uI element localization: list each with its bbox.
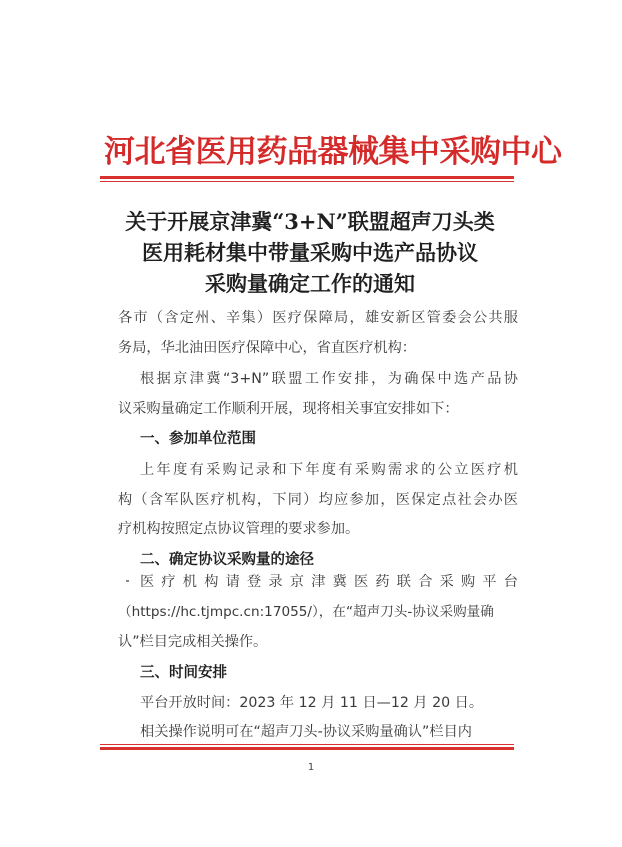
footer-rule-thick: [100, 747, 514, 750]
section2-line-3: 认”栏目完成相关操作。: [118, 634, 268, 650]
section3-heading: 三、时间安排: [140, 665, 227, 681]
section2-line-2: （https://hc.tjmpc.cn:17055/），在“超声刀头-协议采购量确: [118, 604, 494, 620]
masthead-org-name: 河北省医用药品器械集中采购中心: [104, 134, 562, 170]
masthead-rule-thick: [100, 176, 514, 179]
page-number: 1: [307, 762, 315, 773]
section1-line-1: 上年度有采购记录和下年度有采购需求的公立医疗机: [140, 462, 518, 478]
section1-line-3: 疗机构按照定点协议管理的要求参加。: [118, 521, 360, 537]
title-line-1: 关于开展京津冀“3+N”联盟超声刀头类: [125, 209, 495, 234]
title-line-3: 采购量确定工作的通知: [205, 271, 415, 296]
addressee-line-2: 务局，华北油田医疗保障中心，省直医疗机构：: [118, 340, 416, 356]
section2-heading: 二、确定协议采购量的途径: [140, 552, 314, 568]
addressee-line-1: 各市（含定州、辛集）医疗保障局，雄安新区管委会公共服: [118, 310, 518, 326]
masthead-rule-thin: [100, 181, 514, 182]
intro-line-2: 议采购量确定工作顺利开展，现将相关事宜安排如下：: [118, 401, 459, 417]
section3-line-1: 平台开放时间：2023 年 12 月 11 日—12 月 20 日。: [140, 695, 484, 711]
title-line-2: 医用耗材集中带量采购中选产品协议: [142, 240, 478, 265]
section1-heading: 一、参加单位范围: [140, 431, 256, 447]
section2-line-1: 医疗机构请登录京津冀医药联合采购平台: [140, 574, 518, 590]
footer-rule-thin: [100, 744, 514, 745]
section3-line-2: 相关操作说明可在“超声刀头-协议采购量确认”栏目内: [140, 724, 472, 740]
section1-line-2: 构（含军队医疗机构，下同）均应参加，医保定点社会办医: [118, 492, 518, 508]
scan-speck: [126, 580, 129, 582]
intro-line-1: 根据京津冀“3+N”联盟工作安排，为确保中选产品协: [140, 371, 518, 387]
